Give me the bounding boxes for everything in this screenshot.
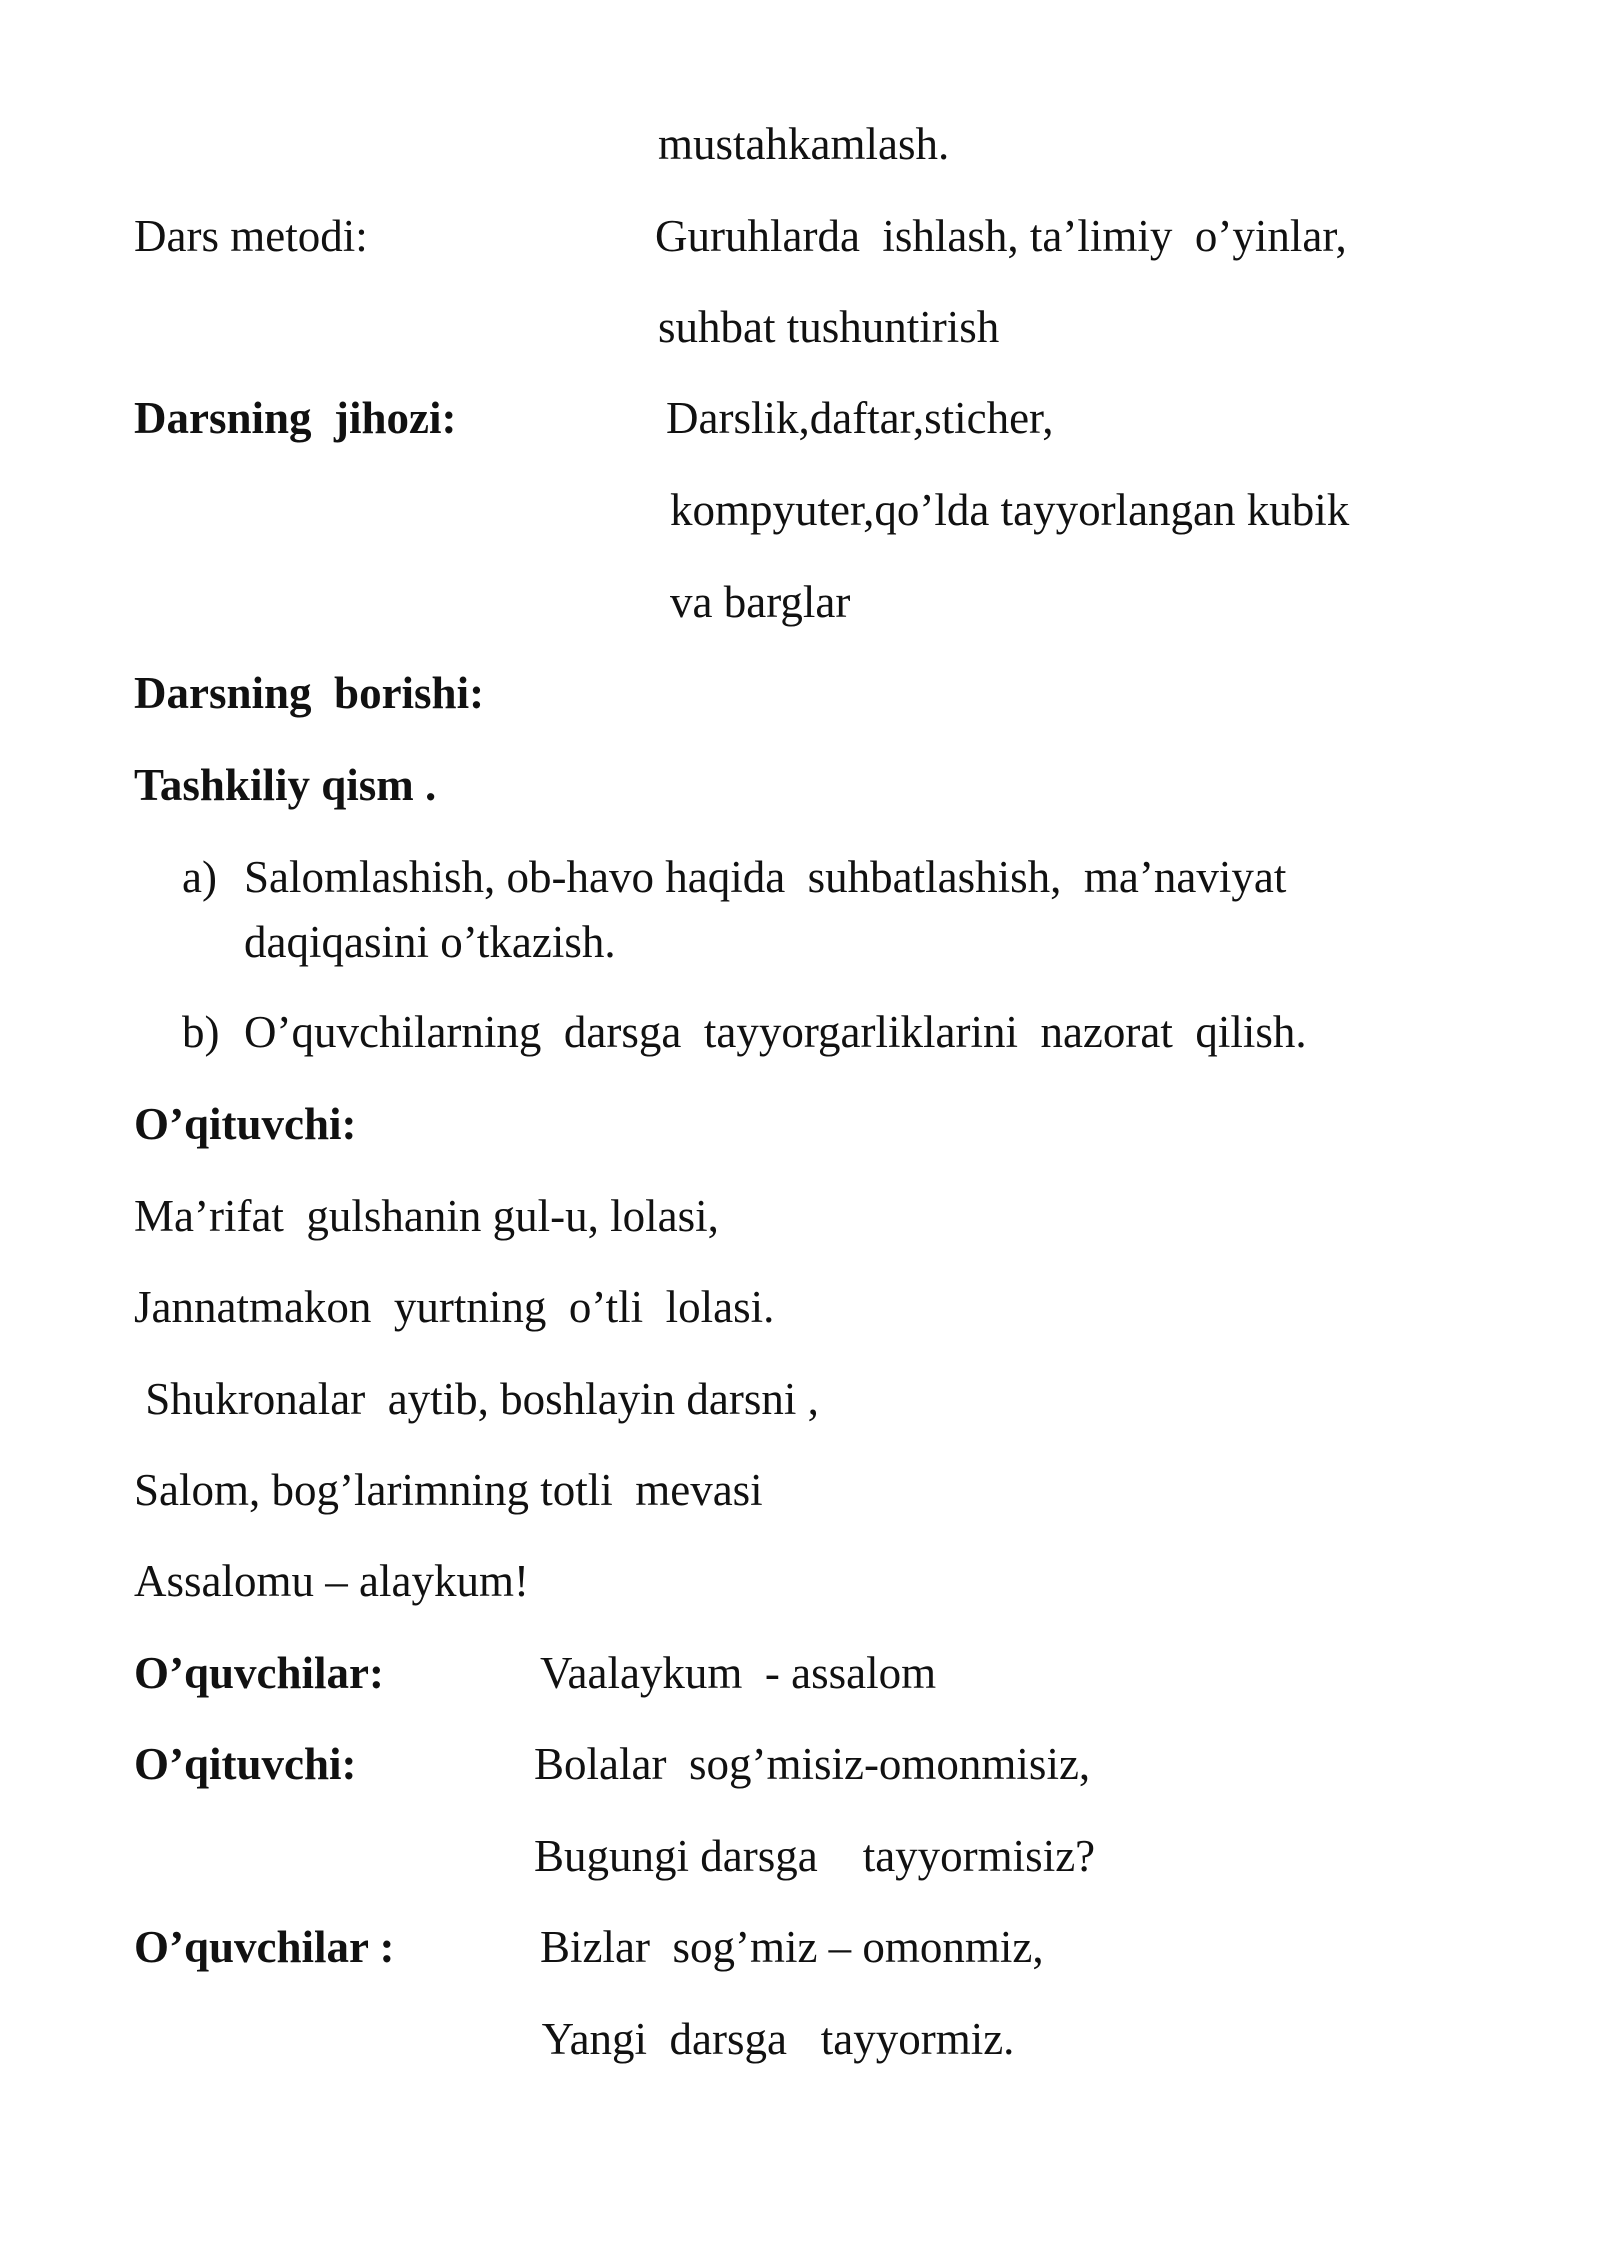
poem-line-1: Ma’rifat gulshanin gul-u, lolasi, bbox=[134, 1191, 719, 1241]
method-line-2: suhbat tushuntirish bbox=[658, 302, 1000, 352]
objective-tail: mustahkamlash. bbox=[658, 119, 950, 169]
list-item-b-line-1: O’quvchilarning darsga tayyorgarliklarini nazorat qilish. bbox=[244, 1007, 1307, 1057]
equipment-label: Darsning jihozi: bbox=[134, 393, 457, 443]
organization-heading: Tashkiliy qism . bbox=[134, 760, 437, 810]
method-label: Dars metodi: bbox=[134, 211, 368, 261]
dialogue-line-1-1: Vaalaykum - assalom bbox=[540, 1648, 937, 1698]
dialogue-line-2-1: Bolalar sog’misiz-omonmisiz, bbox=[534, 1739, 1091, 1789]
method-line-1: Guruhlarda ishlash, ta’limiy o’yinlar, bbox=[655, 211, 1347, 261]
list-marker-a: a) bbox=[182, 852, 217, 902]
dialogue-line-2-2: Bugungi darsga tayyormisiz? bbox=[534, 1831, 1096, 1881]
teacher-label: O’qituvchi: bbox=[134, 1099, 357, 1149]
list-marker-b: b) bbox=[182, 1007, 220, 1057]
dialogue-line-3-2: Yangi darsga tayyormiz. bbox=[532, 2014, 1015, 2064]
poem-line-5: Assalomu – alaykum! bbox=[134, 1556, 529, 1606]
dialogue-speaker-1: O’quvchilar: bbox=[134, 1648, 385, 1698]
equipment-line-2: kompyuter,qo’lda tayyorlangan kubik bbox=[670, 485, 1350, 535]
progress-heading: Darsning borishi: bbox=[134, 668, 485, 718]
list-item-a-line-2: daqiqasini o’tkazish. bbox=[244, 917, 616, 967]
equipment-line-3: va barglar bbox=[670, 577, 851, 627]
dialogue-line-3-1: Bizlar sog’miz – omonmiz, bbox=[540, 1922, 1044, 1972]
dialogue-speaker-3: O’quvchilar : bbox=[134, 1922, 395, 1972]
poem-line-3: Shukronalar aytib, boshlayin darsni , bbox=[134, 1374, 819, 1424]
list-item-a-line-1: Salomlashish, ob-havo haqida suhbatlashish, ma’naviyat bbox=[244, 852, 1287, 902]
dialogue-speaker-2: O’qituvchi: bbox=[134, 1739, 357, 1789]
equipment-line-1: Darslik,daftar,sticher, bbox=[666, 393, 1054, 443]
poem-line-2: Jannatmakon yurtning o’tli lolasi. bbox=[134, 1282, 775, 1332]
poem-line-4: Salom, bog’larimning totli mevasi bbox=[134, 1465, 763, 1515]
